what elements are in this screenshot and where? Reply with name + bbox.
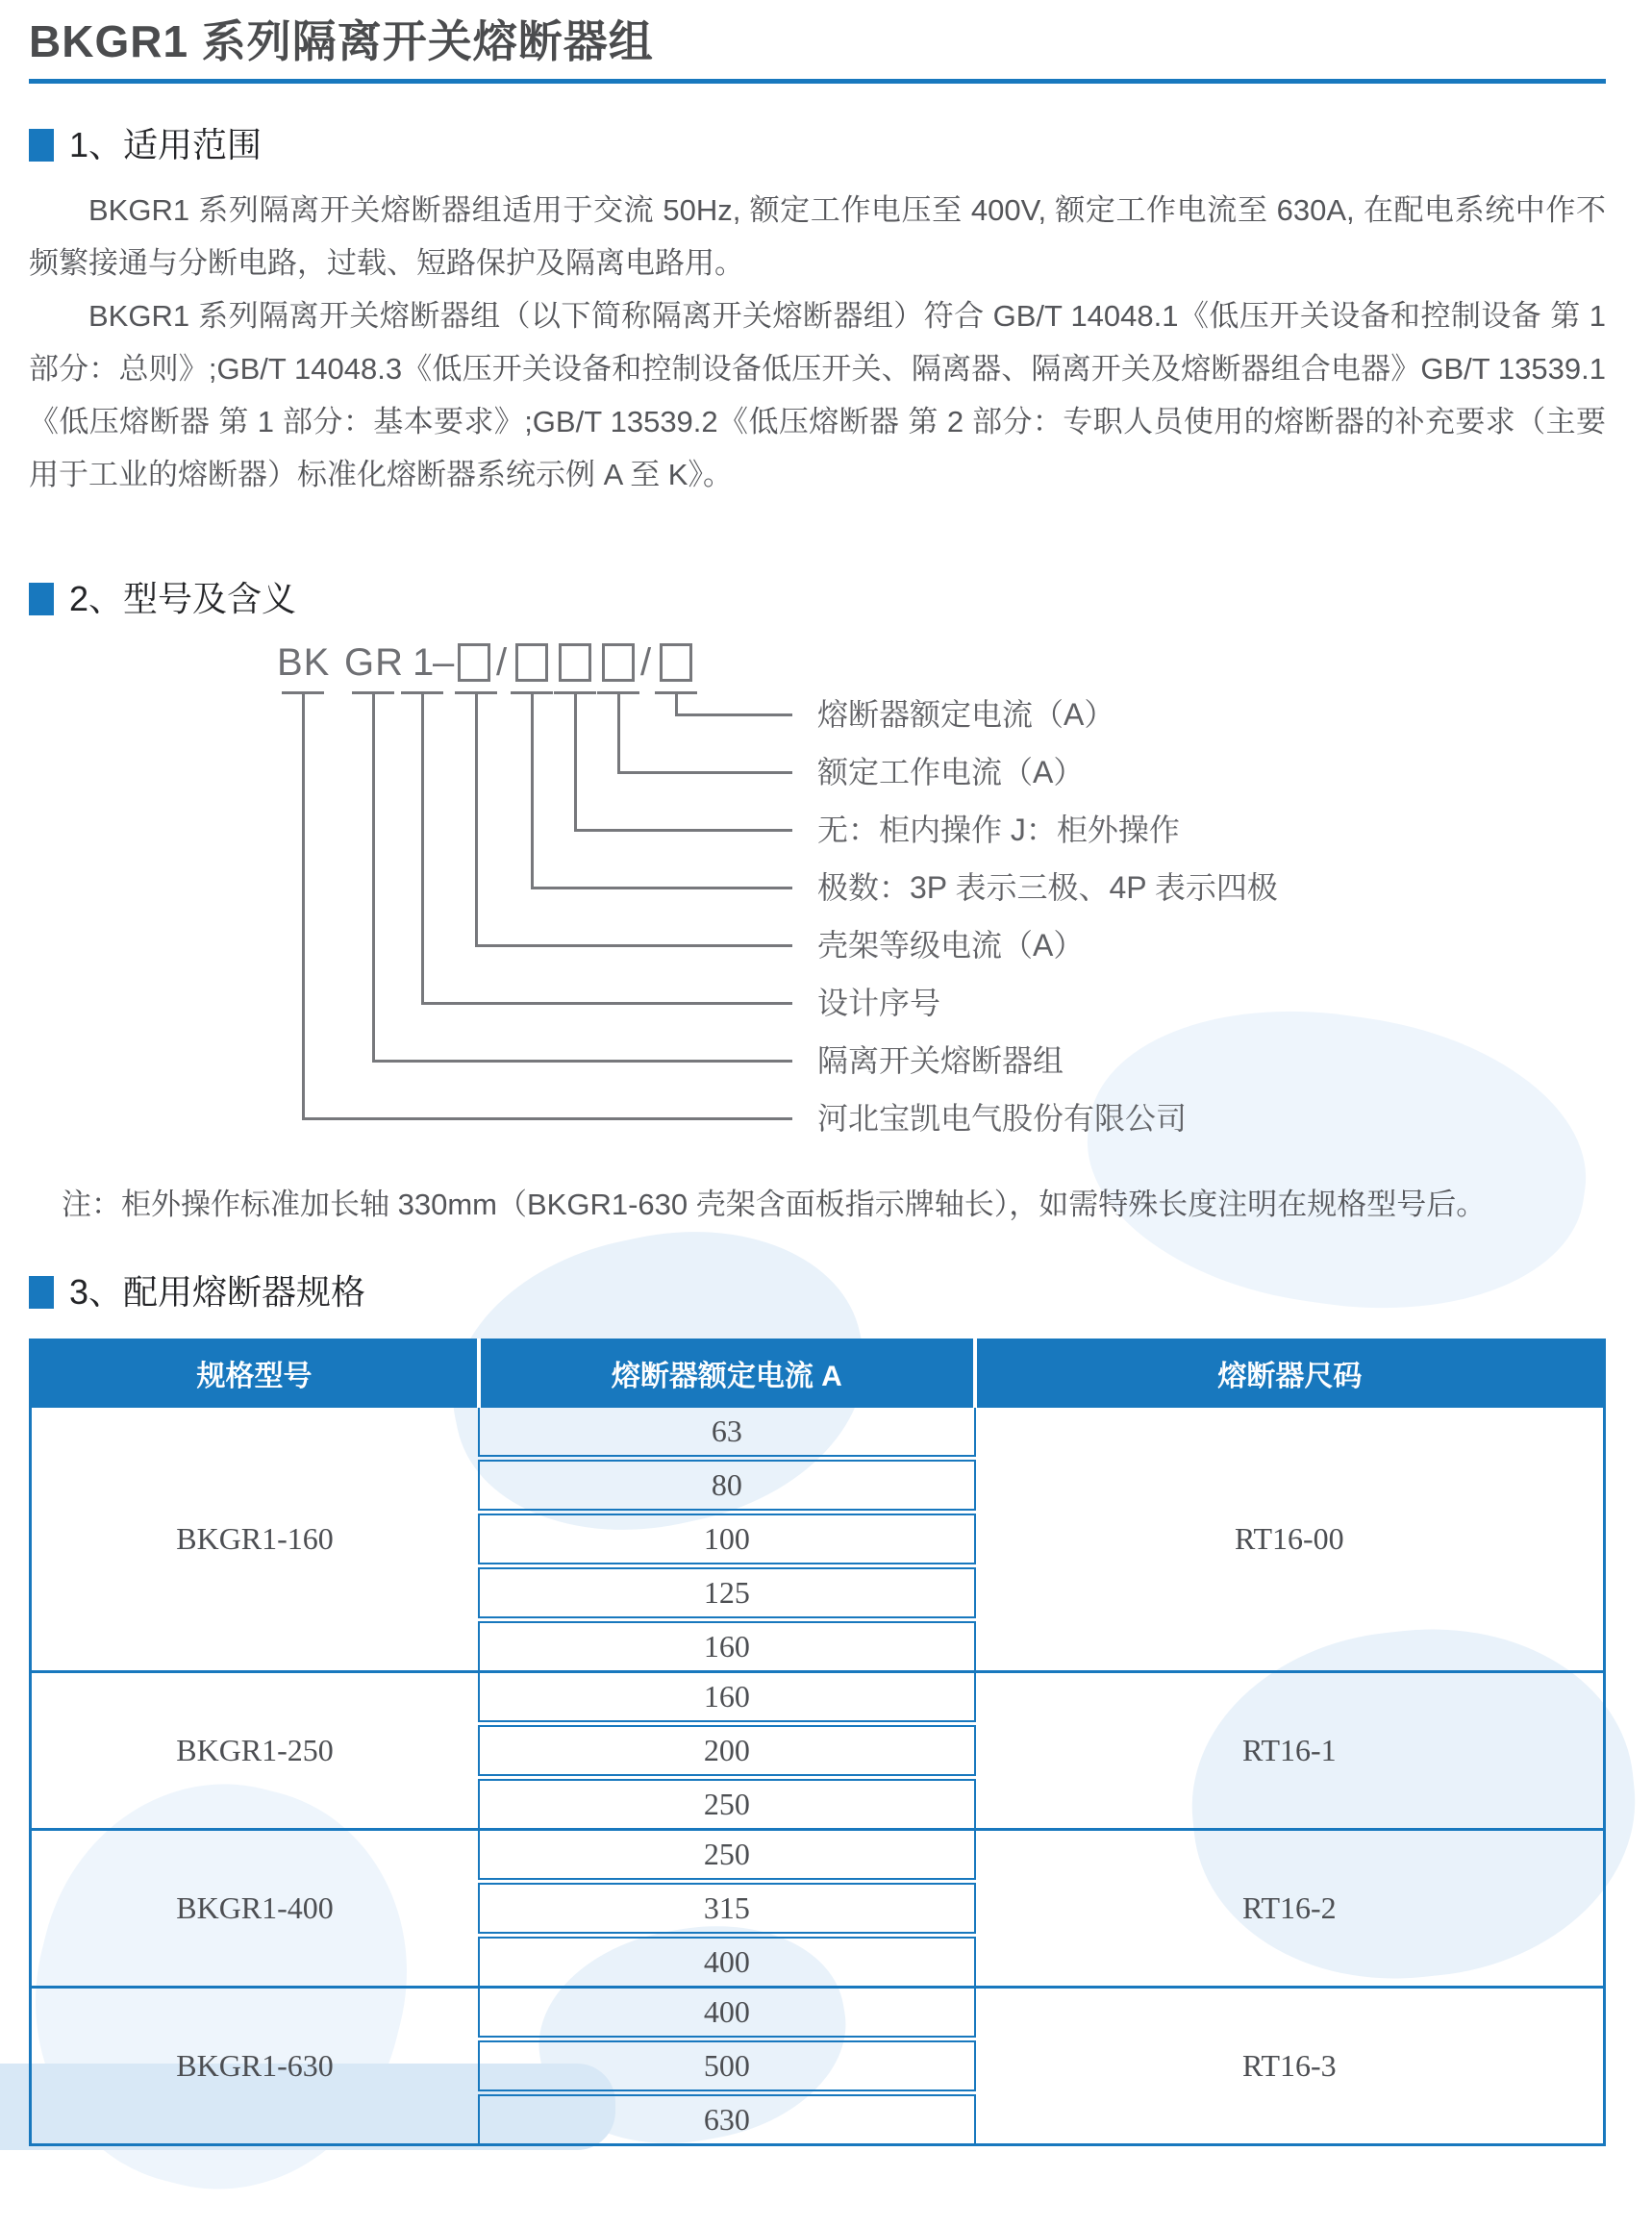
table-cell-model: BKGR1-400 bbox=[31, 1830, 480, 1988]
table-row bbox=[31, 1672, 1605, 1724]
model-placeholder-box bbox=[515, 643, 548, 682]
section-heading-1-label: 1、适用范围 bbox=[69, 125, 263, 164]
diagram-note: 注：柜外操作标准加长轴 330mm（BKGR1-630 壳架含面板指示牌轴长），如需特殊长度注明在规格型号后。 bbox=[62, 1188, 1487, 1221]
model-slash: / bbox=[496, 641, 509, 684]
drop-line bbox=[617, 691, 620, 774]
table-header-row bbox=[31, 1340, 1605, 1407]
header-model: 规格型号 bbox=[31, 1340, 480, 1407]
table-cell-current: 250 bbox=[479, 1778, 975, 1830]
fuse-spec-table bbox=[29, 1339, 1606, 2146]
table-cell-current: 315 bbox=[479, 1882, 975, 1936]
diagram-label: 无：柜内操作 J：柜外操作 bbox=[817, 813, 1180, 847]
diagram-label: 河北宝凯电气股份有限公司 bbox=[817, 1101, 1188, 1136]
model-dash: – bbox=[433, 641, 456, 684]
model-placeholder-box bbox=[602, 643, 635, 682]
table-cell-current: 63 bbox=[479, 1407, 975, 1459]
leader-line bbox=[574, 829, 792, 832]
section-heading-2 bbox=[29, 578, 1606, 620]
table-cell-current: 400 bbox=[479, 1936, 975, 1988]
table-cell-current: 630 bbox=[479, 2093, 975, 2145]
leader-line bbox=[475, 944, 792, 947]
table-cell-model: BKGR1-250 bbox=[31, 1672, 480, 1830]
drop-line bbox=[574, 691, 577, 832]
page-title: BKGR1 系列隔离开关熔断器组 bbox=[29, 16, 654, 66]
fuse-spec-table-wrapper bbox=[29, 1339, 1606, 2146]
model-part: GR bbox=[344, 641, 404, 684]
leader-line bbox=[302, 1117, 792, 1120]
model-slash: / bbox=[640, 641, 653, 684]
section-heading-1 bbox=[29, 124, 1606, 166]
header-current: 熔断器额定电流 A bbox=[479, 1340, 975, 1407]
diagram-label: 极数：3P 表示三极、4P 表示四极 bbox=[817, 870, 1278, 905]
model-designation-diagram bbox=[29, 639, 1606, 1164]
table-cell-size: RT16-00 bbox=[975, 1407, 1605, 1672]
table-cell-current: 100 bbox=[479, 1513, 975, 1566]
leader-line bbox=[421, 1002, 792, 1005]
scope-paragraph-2: BKGR1 系列隔离开关熔断器组（以下简称隔离开关熔断器组）符合 GB/T 14048.1《低压开关设备和控制设备 第 1 部分：总则》;GB/T 14048.3《低压开关设备和控制设备低压开关、隔离器、隔离开关及熔断器组合电器》GB/T 13539.1《低压熔断器 第 1 部分：基本要求》;GB/T 13539.2《低压熔断器 第 2 部分：专职人员使用的熔断器的补充要求（主要用于工业的熔断器）标准化熔断器系统示例 A 至 K》。 bbox=[29, 299, 1606, 491]
leader-line bbox=[617, 771, 792, 774]
drop-line bbox=[421, 691, 424, 1005]
diagram-label: 熔断器额定电流（A） bbox=[817, 697, 1115, 732]
model-placeholder-box bbox=[559, 643, 591, 682]
scope-paragraph-1: BKGR1 系列隔离开关熔断器组适用于交流 50Hz, 额定工作电压至 400V, 额定工作电流至 630A, 在配电系统中作不频繁接通与分断电路，过载、短路保护及隔离电路用。 bbox=[29, 193, 1606, 280]
drop-line bbox=[302, 691, 305, 1120]
diagram-label: 额定工作电流（A） bbox=[817, 755, 1085, 789]
table-cell-current: 125 bbox=[479, 1566, 975, 1620]
section-heading-3-label: 3、配用熔断器规格 bbox=[69, 1272, 366, 1312]
table-cell-current: 200 bbox=[479, 1724, 975, 1778]
table-cell-current: 160 bbox=[479, 1672, 975, 1724]
model-part: BK bbox=[277, 641, 331, 684]
title-rule bbox=[29, 79, 1606, 84]
table-cell-current: 80 bbox=[479, 1459, 975, 1513]
model-placeholder-box bbox=[458, 643, 490, 682]
table-cell-model: BKGR1-160 bbox=[31, 1407, 480, 1672]
table-cell-current: 160 bbox=[479, 1620, 975, 1672]
table-cell-current: 500 bbox=[479, 2039, 975, 2093]
table-row bbox=[31, 1830, 1605, 1882]
table-cell-size: RT16-3 bbox=[975, 1988, 1605, 2145]
table-row bbox=[31, 1407, 1605, 1459]
leader-line bbox=[372, 1060, 792, 1063]
diagram-label: 设计序号 bbox=[817, 986, 941, 1020]
diagram-label: 隔离开关熔断器组 bbox=[817, 1043, 1064, 1078]
drop-line bbox=[475, 691, 478, 947]
table-cell-size: RT16-2 bbox=[975, 1830, 1605, 1988]
table-cell-current: 250 bbox=[479, 1830, 975, 1882]
leader-line bbox=[675, 713, 792, 716]
section-bullet-icon bbox=[29, 129, 54, 162]
table-cell-model: BKGR1-630 bbox=[31, 1988, 480, 2145]
model-part: 1 bbox=[413, 641, 436, 684]
section-bullet-icon bbox=[29, 1276, 54, 1309]
drop-line bbox=[372, 691, 375, 1063]
header-size: 熔断器尺码 bbox=[975, 1340, 1605, 1407]
section-heading-2-label: 2、型号及含义 bbox=[69, 579, 297, 618]
model-placeholder-box bbox=[660, 643, 692, 682]
diagram-label: 壳架等级电流（A） bbox=[817, 928, 1085, 963]
section-heading-3 bbox=[29, 1271, 1606, 1314]
table-row bbox=[31, 1988, 1605, 2039]
leader-line bbox=[531, 887, 792, 889]
catalog-page bbox=[0, 15, 1635, 2137]
section-bullet-icon bbox=[29, 583, 54, 615]
drop-line bbox=[531, 691, 534, 889]
table-cell-current: 400 bbox=[479, 1988, 975, 2039]
table-cell-size: RT16-1 bbox=[975, 1672, 1605, 1830]
